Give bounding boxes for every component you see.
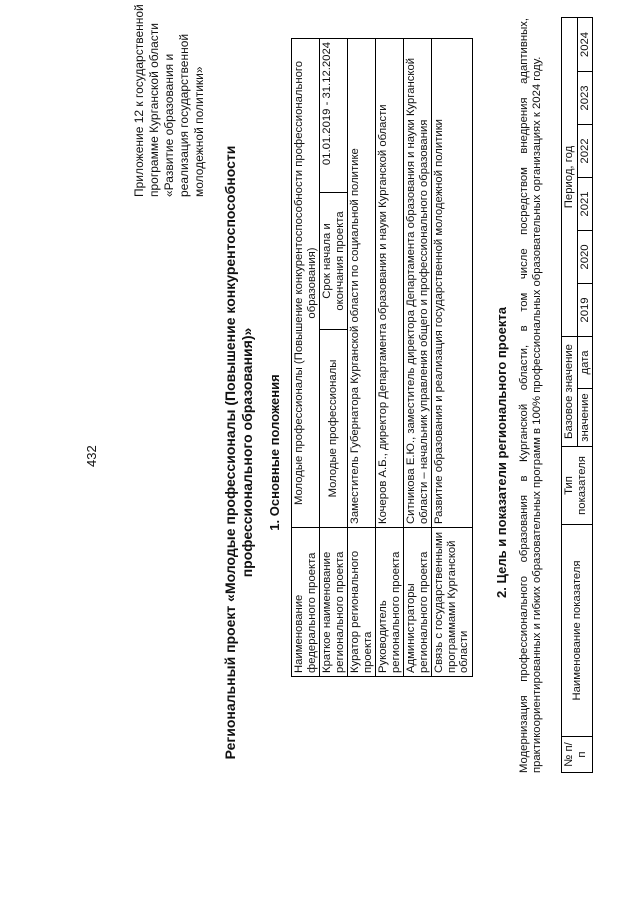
appendix-line: программе Курганской области bbox=[147, 23, 161, 197]
col-year: 2019 bbox=[577, 284, 593, 337]
cell-value: Заместитель Губернатора Курганской области по социальной политике bbox=[348, 38, 376, 527]
table-header-row bbox=[562, 17, 578, 772]
cell-label: Руководитель регионального проекта bbox=[376, 528, 404, 677]
appendix-line: реализация государственной bbox=[177, 33, 191, 197]
cell-label: Срок начала и окончания проекта bbox=[320, 193, 348, 330]
col-type: Тип показателя bbox=[562, 447, 593, 525]
cell-label: Краткое наименование регионального проекта bbox=[320, 528, 348, 677]
cell-value: 01.01.2019 - 31.12.2024 bbox=[320, 38, 348, 192]
document-title bbox=[222, 0, 256, 905]
goal-text: Модернизация профессионального образования в Курганской области, в том числе посредством внедрения адаптивных, практикоориентированных и гибких образовательных программ в 100% профессиональных образовательных организациях к 2024 году. bbox=[518, 18, 543, 773]
appendix-line: молодежной политики» bbox=[192, 66, 206, 197]
section-2-heading: 2. Цель и показатели регионального проекта bbox=[494, 307, 509, 598]
cell-value: Развитие образования и реализация государственной молодежной политики bbox=[432, 38, 473, 527]
section-1-heading: 1. Основные положения bbox=[267, 374, 282, 531]
table-row bbox=[404, 38, 432, 676]
appendix-line: Приложение 12 к государственной bbox=[132, 4, 146, 197]
col-base-date: дата bbox=[577, 337, 593, 389]
col-year: 2022 bbox=[577, 125, 593, 178]
indicators-table bbox=[561, 17, 593, 773]
col-base: Базовое значение bbox=[562, 337, 578, 447]
cell-label: Наименование федерального проекта bbox=[292, 528, 320, 677]
cell-label: Связь с государственными программами Курганской области bbox=[432, 528, 473, 677]
appendix-note bbox=[132, 0, 207, 197]
title-line-2: профессионального образования)» bbox=[239, 327, 255, 578]
col-name: Наименование показателя bbox=[562, 525, 593, 737]
col-num: № п/п bbox=[562, 737, 593, 773]
col-base-value: значение bbox=[577, 389, 593, 447]
col-year: 2021 bbox=[577, 178, 593, 231]
page-number: 432 bbox=[84, 445, 99, 467]
table-row bbox=[376, 38, 404, 676]
col-year: 2023 bbox=[577, 72, 593, 125]
table-row bbox=[432, 38, 473, 676]
cell-label: Куратор регионального проекта bbox=[348, 528, 376, 677]
cell-value: Молодые профессионалы (Повышение конкурентоспособности профессионального образования) bbox=[292, 38, 320, 527]
col-year: 2024 bbox=[577, 17, 593, 71]
appendix-line: «Развитие образования и bbox=[162, 53, 176, 197]
table-row bbox=[320, 38, 348, 676]
col-period: Период, год bbox=[562, 17, 578, 336]
cell-label: Администраторы регионального проекта bbox=[404, 528, 432, 677]
table-row bbox=[292, 38, 320, 676]
cell-value: Кочеров А.Б., директор Департамента образования и науки Курганской области bbox=[376, 38, 404, 527]
cell-value: Ситникова Е.Ю., заместитель директора Департамента образования и науки Курганской области – начальник управления общего и профессионального образования bbox=[404, 38, 432, 527]
title-line-1: Региональный проект «Молодые профессионалы (Повышение конкурентоспособности bbox=[222, 145, 238, 760]
main-provisions-table bbox=[291, 38, 473, 677]
col-year: 2020 bbox=[577, 231, 593, 284]
cell-value: Молодые профессионалы bbox=[320, 330, 348, 528]
table-row bbox=[348, 38, 376, 676]
